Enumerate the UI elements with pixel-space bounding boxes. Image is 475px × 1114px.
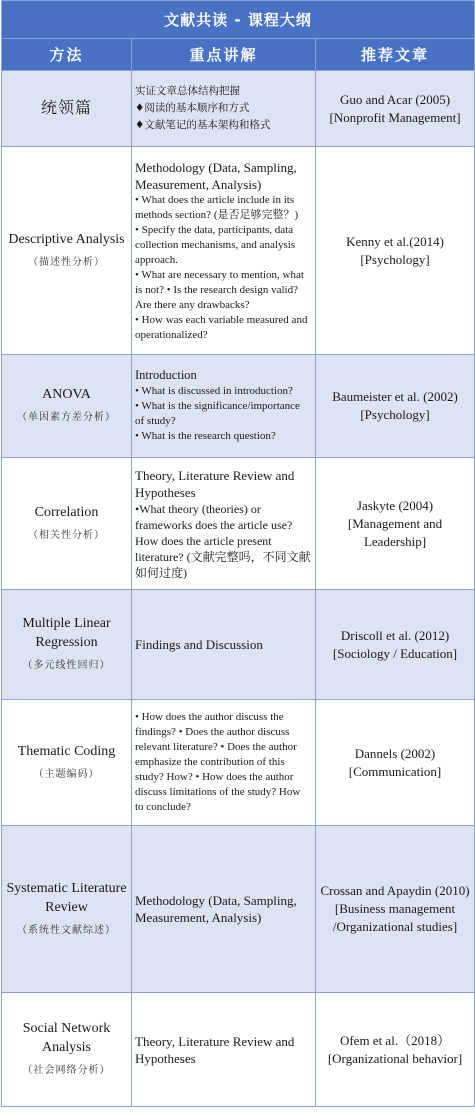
keypoint-line: • What is discussed in introduction? [135, 384, 293, 397]
keypoint-line: ♦文献笔记的基本架构和格式 [135, 119, 271, 131]
article-cell [316, 355, 475, 458]
article-cell [316, 458, 475, 590]
keypoint-line: • What are necessary to mention, what is not? • Is the research design valid? Are there any drawbacks? [135, 268, 304, 311]
article-citation: Ofem et al.（2018） [339, 1032, 451, 1048]
header-method: 方法 [2, 39, 132, 71]
article-field: [Psychology] [360, 251, 430, 267]
article-cell [316, 71, 475, 147]
method-name: Social Network Analysis [22, 1021, 111, 1055]
keypoints-cell [132, 71, 316, 147]
table-title: 文献共读 - 课程大纲 [2, 1, 475, 39]
keypoint-line: •What theory (theories) or frameworks does the article use? How does the article present literature? (文献完整吗，不同文献如何过度) [135, 501, 311, 580]
keypoint-line: • Specify the data, participants, data collection mechanisms, and analysis approach. [135, 223, 296, 266]
table-row [2, 700, 475, 826]
method-name: ANOVA [42, 387, 91, 402]
keypoints-cell [132, 993, 316, 1107]
keypoints-cell [132, 700, 316, 826]
table-row [2, 590, 475, 700]
article-field: [Nonprofit Management] [329, 109, 461, 125]
article-cell [316, 700, 475, 826]
method-name: Descriptive Analysis [8, 231, 125, 247]
article-cell [316, 993, 475, 1107]
keypoint-line: • What does the article include in its methods section? (是否足够完整？) [135, 193, 299, 221]
article-citation: Kenny et al.(2014) [346, 233, 444, 249]
article-field: [Management and Leadership] [347, 515, 443, 549]
method-name-cn: （描述性分析） [28, 256, 105, 268]
article-citation: Dannels (2002) [354, 745, 436, 761]
keypoint-line: Introduction [135, 368, 197, 383]
table-row [2, 147, 475, 355]
article-field: [Organizational behavior] [327, 1050, 463, 1066]
keypoints-cell [132, 458, 316, 590]
method-cell [2, 993, 132, 1107]
table-row [2, 826, 475, 993]
article-field: [Sociology / Education] [332, 645, 458, 661]
keypoints-cell [132, 355, 316, 458]
keypoint-line: 实证文章总体结构把握 [135, 85, 240, 97]
header-keypoints: 重点讲解 [132, 39, 316, 71]
article-citation: Driscoll et al. (2012) [340, 627, 450, 643]
method-name: Thematic Coding [17, 743, 116, 759]
table-row [2, 458, 475, 590]
method-name-cn: （社会网络分析） [22, 1065, 111, 1076]
article-field: [Business management /Organizational studies] [332, 901, 458, 934]
method-cell [2, 700, 132, 826]
method-name-cn: （相关性分析） [28, 529, 105, 541]
method-cell [2, 826, 132, 993]
keypoint-line: Findings and Discussion [135, 636, 263, 652]
method-name: Systematic Literature Review [6, 880, 127, 915]
article-field: [Communication] [348, 763, 442, 779]
keypoint-line: Theory, Literature Review and Hypotheses [135, 467, 295, 500]
method-name-cn: （主题编码） [33, 768, 100, 780]
keypoints-cell [132, 590, 316, 700]
article-cell [316, 826, 475, 993]
keypoint-line: Methodology (Data, Sampling, Measurement, Analysis) [135, 159, 297, 192]
syllabus-container [1, 0, 474, 1107]
article-citation: Crossan and Apaydin (2010) [320, 883, 470, 898]
method-name-cn: （多元线性回归） [22, 660, 111, 671]
article-cell [316, 590, 475, 700]
keypoint-line: • How does the author discuss the findings? • Does the author discuss relevant literature? • Does the author emphasize the contribution of this study? How? • How does the author discuss limitations of the study? How to conclude? [135, 711, 301, 813]
method-name-cn: （系统性文献综述） [17, 924, 116, 936]
title-row [2, 1, 475, 39]
method-cell [2, 590, 132, 700]
keypoint-line: • What is the research question? [135, 429, 276, 442]
table-row [2, 71, 475, 147]
header-articles: 推荐文章 [316, 39, 475, 71]
keypoints-cell [132, 826, 316, 993]
article-citation: Guo and Acar (2005) [339, 91, 451, 107]
method-cell [2, 147, 132, 355]
keypoints-cell [132, 147, 316, 355]
method-cell [2, 71, 132, 147]
syllabus-table [1, 0, 475, 1107]
method-cell [2, 355, 132, 458]
article-citation: Baumeister et al. (2002) [332, 389, 458, 404]
keypoint-line: Theory, Literature Review and Hypotheses [135, 1033, 295, 1066]
method-name: 统领篇 [40, 98, 92, 117]
article-citation: Jaskyte (2004) [356, 497, 434, 513]
keypoint-line: • How was each variable measured and operationalized? [135, 313, 308, 341]
keypoint-line: Methodology (Data, Sampling, Measurement, Analysis) [135, 893, 297, 925]
keypoint-line: ♦阅读的基本顺序和方式 [135, 102, 250, 114]
method-name: Multiple Linear Regression [22, 616, 111, 650]
table-row [2, 993, 475, 1107]
method-cell [2, 458, 132, 590]
method-name: Correlation [34, 504, 99, 520]
method-name-cn: （单因素方差分析） [17, 412, 116, 423]
table-row [2, 355, 475, 458]
header-row [2, 39, 475, 71]
article-field: [Psychology] [360, 407, 430, 422]
keypoint-line: • What is the significance/importance of study? [135, 399, 300, 427]
article-cell [316, 147, 475, 355]
